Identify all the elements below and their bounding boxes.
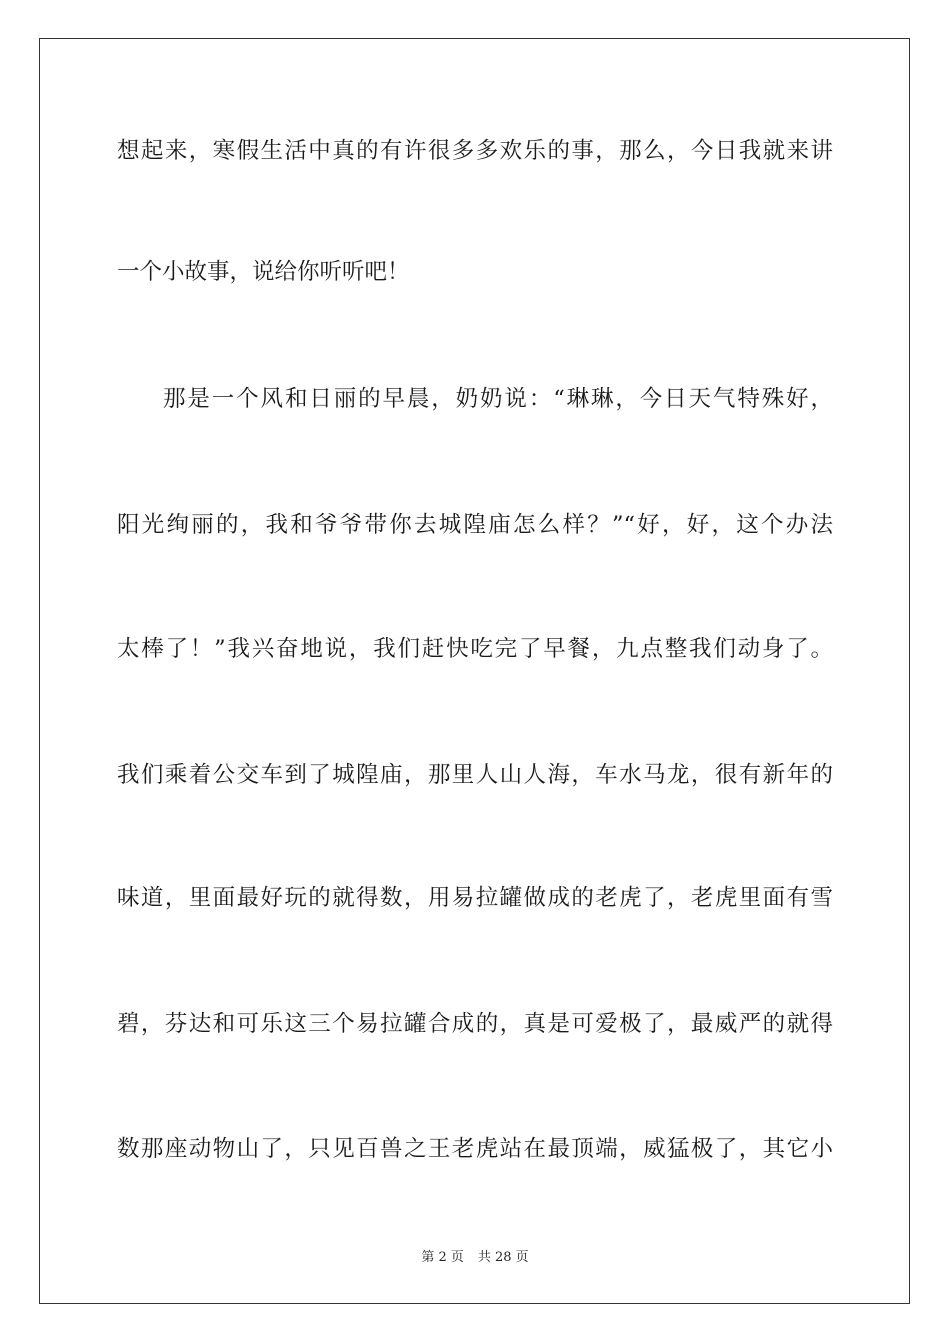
paragraph-start-line: 那是一个风和日丽的早晨，奶奶说：“琳琳，今日天气特殊好， [163,386,833,412]
text-line: 味道，里面最好玩的就得数，用易拉罐做成的老虎了，老虎里面有雪 [117,885,833,911]
page-footer [0,1246,950,1265]
text-line: 数那座动物山了，只见百兽之王老虎站在最顶端，威猛极了，其它小 [117,1136,833,1162]
page-number: 第 2 页 [421,1250,464,1265]
page-border [39,38,910,1304]
total-pages: 共 28 页 [477,1250,529,1265]
text-line: 碧，芬达和可乐这三个易拉罐合成的，真是可爱极了，最威严的就得 [117,1011,833,1037]
text-line: 想起来，寒假生活中真的有许很多多欢乐的事，那么，今日我就来讲 [117,138,833,164]
text-line: 阳光绚丽的，我和爷爷带你去城隍庙怎么样？”“好，好，这个办法 [117,512,833,538]
text-line: 一个小故事，说给你听听吧！ [117,259,410,285]
text-line: 太棒了！”我兴奋地说，我们赶快吃完了早餐，九点整我们动身了。 [117,636,833,662]
text-line: 我们乘着公交车到了城隍庙，那里人山人海，车水马龙，很有新年的 [117,762,833,788]
